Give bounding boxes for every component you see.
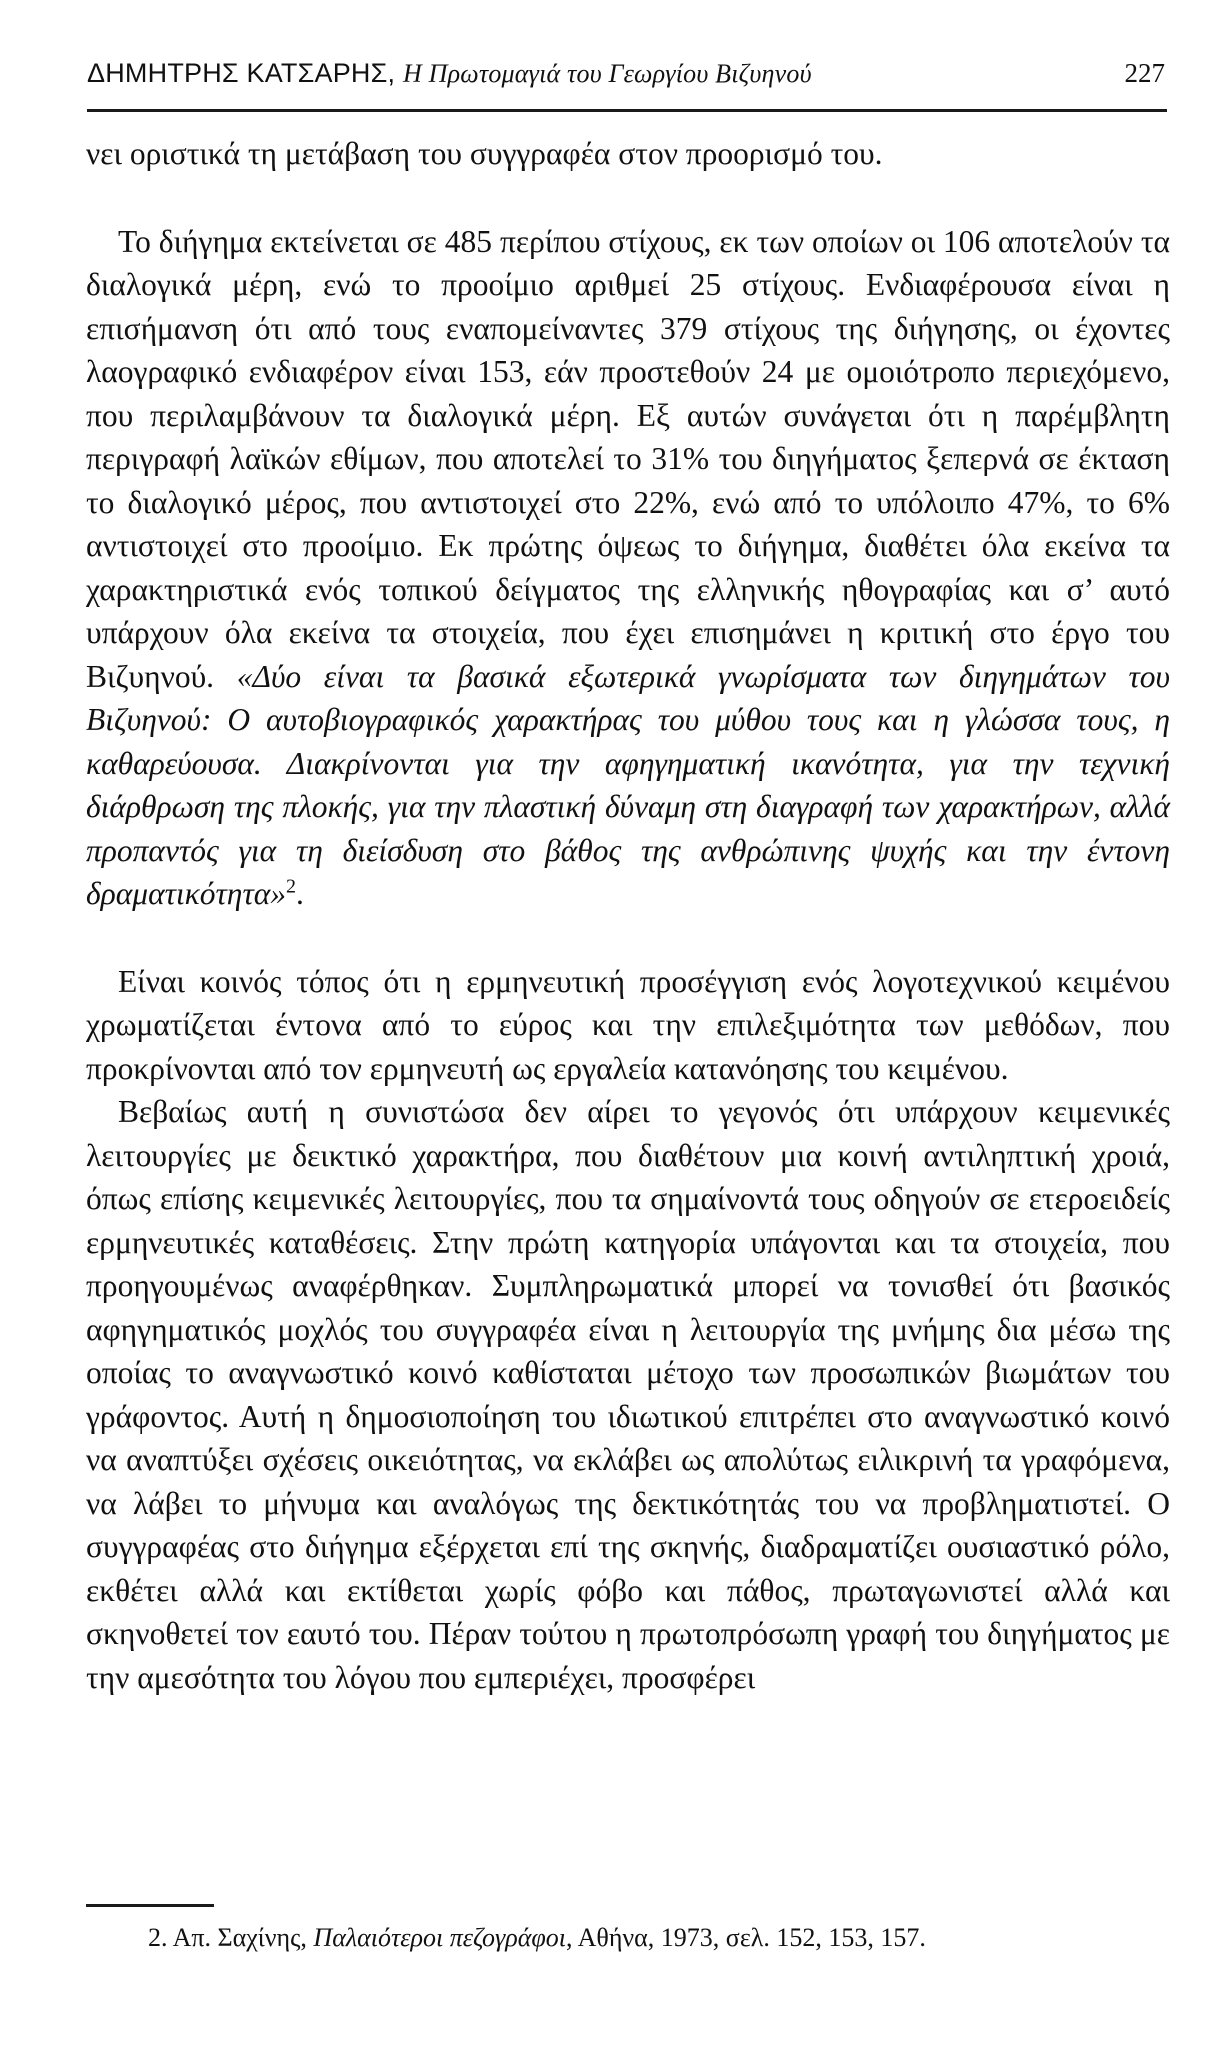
footnote-suffix: , Αθήνα, 1973, σελ. 152, 153, 157. xyxy=(566,1923,926,1952)
header-rule xyxy=(87,109,1167,112)
footnote-2 xyxy=(148,1922,1168,1954)
header-author: ΔΗΜΗΤΡΗΣ ΚΑΤΣΑΡΗΣ, xyxy=(87,58,396,88)
paragraph-gap xyxy=(86,916,1170,960)
paragraph-4: Βεβαίως αυτή η συνιστώσα δεν αίρει το γεγονός ότι υπάρχουν κειμενικές λειτουργίες με δεικτικό χαρακτήρα, που διαθέτουν μια κοινή αντιληπτική χροιά, όπως επίσης κειμενικές λειτουργίες, που τα σημαίνοντά τους οδηγούν σε ετεροειδείς ερμηνευτικές καταθέσεις. Στην πρώτη κατηγορία υπάγονται και τα στοιχεία, που προηγουμένως αναφέρθηκαν. Συμπληρωματικά μπορεί να τονισθεί ότι βασικός αφηγηματικός μοχλός του συγγραφέα είναι η λειτουργία της μνήμης δια μέσω της οποίας το αναγνωστικό κοινό καθίσταται μέτοχο των προσωπικών βιωμάτων του γράφοντος. Αυτή η δημοσιοποίηση του ιδιωτικού επιτρέπει στο αναγνωστικό κοινό να αναπτύξει σχέσεις οικειότητας, να εκλάβει ως απολύτως ειλικρινή τα γραφόμενα, να λάβει το μήνυμα και αναλόγως της δεκτικότητάς του να προβληματιστεί. Ο συγγραφέας στο διήγημα εξέρχεται επί της σκηνής, διαδραματίζει ουσιαστικό ρόλο, εκθέτει αλλά και εκτίθεται χωρίς φόβο και πάθος, πρωταγωνιστεί αλλά και σκηνοθετεί τον εαυτό του. Πέραν τούτου η πρωτοπρόσωπη γραφή του διηγήματος με την αμεσότητα του λόγου που εμπεριέχει, προσφέρει xyxy=(86,1094,1170,1695)
paragraph-1: νει οριστικά τη μετάβαση του συγγραφέα στον προορισμό του. xyxy=(86,136,883,171)
paragraph-3: Είναι κοινός τόπος ότι η ερμηνευτική προσέγγιση ενός λογοτεχνικού κειμένου χρωματίζεται έντονα από το εύρος και την επιλεξιμότητα των μεθόδων, που προκρίνονται από τον ερμηνευτή ως εργαλεία κατανόησης του κειμένου. xyxy=(86,963,1170,1086)
page-number: 227 xyxy=(1124,58,1165,88)
running-header xyxy=(87,58,1167,98)
footnote-book-title: Παλαιότεροι πεζογράφοι xyxy=(313,1923,567,1952)
paragraph-2 xyxy=(86,220,1170,916)
main-text xyxy=(86,132,1170,1699)
paragraph-gap xyxy=(86,176,1170,220)
footnote-reference-2: 2 xyxy=(286,875,296,898)
header-title: Η Πρωτομαγιά του Γεωργίου Βιζυηνού xyxy=(402,59,812,88)
paragraph-2-text: Το διήγημα εκτείνεται σε 485 περίπου στίχους, εκ των οποίων οι 106 αποτελούν τα διαλογικά μέρη, ενώ το προοίμιο αριθμεί 25 στίχους. Ενδιαφέρουσα είναι η επισήμανση ότι από τους εναπομείναντες 379 στίχους της διήγησης, οι έχοντες λαογραφικό ενδιαφέρον είναι 153, εάν προστεθούν 24 με ομοιότροπο περιεχόμενο, που περιλαμβάνουν τα διαλογικά μέρη. Εξ αυτών συνάγεται ότι η παρέμβλητη περιγραφή λαϊκών εθίμων, που αποτελεί το 31% του διηγήματος ξεπερνά σε έκταση το διαλογικό μέρος, που αντιστοιχεί στο 22%, ενώ από το υπόλοιπο 47%, το 6% αντιστοιχεί στο προοίμιο. Εκ πρώτης όψεως το διήγημα, διαθέτει όλα εκείνα τα χαρακτηριστικά ενός τοπικού δείγματος της ελληνικής ηθογραφίας και σ’ αυτό υπάρχουν όλα εκείνα τα στοιχεία, που έχει επισημάνει η κριτική στο έργο του Βιζυηνού. xyxy=(86,223,1170,694)
footnote-prefix: 2. Απ. Σαχίνης, xyxy=(148,1923,314,1952)
footnote-rule xyxy=(86,1904,214,1907)
paragraph-2-end: . xyxy=(296,876,304,911)
header-author-and-title xyxy=(87,58,812,89)
sachinis-quotation: «Δύο είναι τα βασικά εξωτερικά γνωρίσματα των διηγημάτων του Βιζυηνού: Ο αυτοβιογραφικός χαρακτήρας του μύθου τους και η γλώσσα τους, η καθαρεύουσα. Διακρίνονται για την αφηγηματική ικανότητα, για την τεχνική διάρθρωση της πλοκής, για την πλαστική δύναμη στη διαγραφή των χαρακτήρων, αλλά προπαντός για τη διείσδυση στο βάθος της ανθρώπινης ψυχής και την έντονη δραματικότητα» xyxy=(86,658,1171,911)
